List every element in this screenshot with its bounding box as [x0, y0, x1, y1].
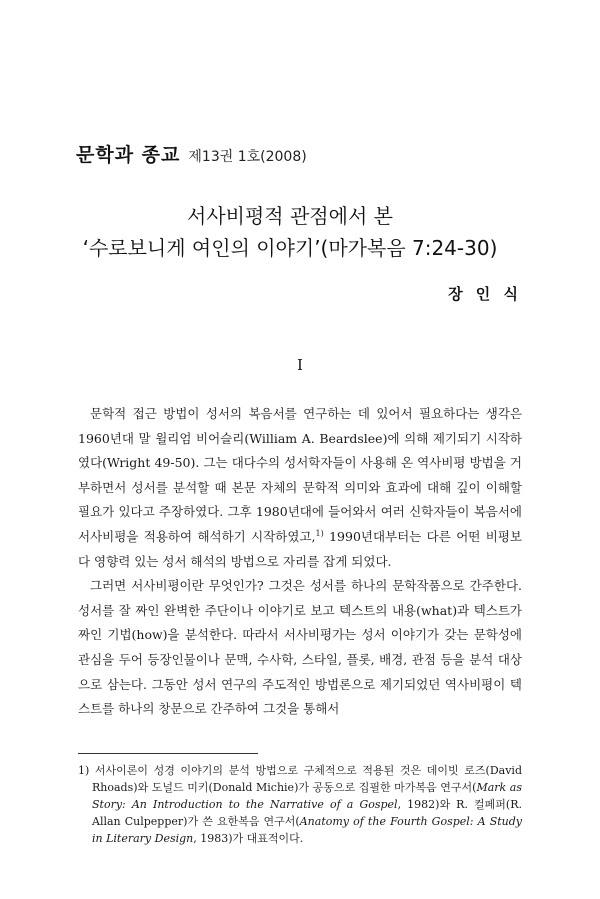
paragraph-1-text: 문학적 접근 방법이 성서의 복음서를 연구하는 데 있어서 필요하다는 생각은 1960년대 말 윌리엄 비어슬리(William A. Beardslee)에 의해 제기되기 시작하였다(Wright 49-50). 그는 대다수의 성서학자들이 사용해 온 역사비평 방법을 거부하면서 성서를 분석할 때 본문 자체의 문학적 의미와 효과에 대해 깊이 이해할 필요가 있다고 주장하였다. 그후 1980년대에 들어와서 여러 신학자들이 복음서에 서사비평을 적용하여 해석하기 시작하였고,	[78, 406, 522, 544]
author-name: 장 인 식	[448, 285, 522, 303]
footnote-number: 1)	[78, 764, 90, 777]
journal-issue: 제13권 1호(2008)	[188, 149, 307, 165]
body-text	[78, 402, 522, 722]
paragraph-1	[78, 402, 522, 574]
footnote	[78, 762, 522, 847]
paragraph-1-end: 1990년대부터는 다른 어떤 비평보다 영향력 있는 성서 해석의 방법으로 자리를 잡게 되었다.	[78, 528, 522, 569]
footnote-book-title-1: Mark as Story: An Introduction to the Narrative of a Gospel	[92, 781, 523, 811]
footnote-divider	[78, 753, 258, 754]
footnote-text-b: , 1982)와 R. 컬페퍼(R. Allan Culpepper)가 쓴 요한복음 연구서(	[92, 798, 523, 828]
footnote-text-a: 서사이론이 성경 이야기의 분석 방법으로 구체적으로 적용된 것은 데이빗 로즈(David Rhoads)와 도널드 미키(Donald Michie)가 공동으로 집필한 마가복음 연구서(	[92, 764, 522, 794]
footnote-text-c: , 1983)가 대표적이다.	[193, 832, 304, 845]
article-title-line1: 서사비평적 관점에서 본	[187, 204, 393, 228]
article-title-line2: ‘수로보니게 여인의 이야기’(마가복음 7:24-30)	[82, 236, 498, 260]
journal-name: 문학과 종교	[76, 144, 181, 166]
section-heading: I	[297, 356, 303, 374]
paragraph-2: 그러면 서사비평이란 무엇인가? 그것은 성서를 하나의 문학작품으로 간주한다. 성서를 잘 짜인 완벽한 주단이나 이야기로 보고 텍스트의 내용(what)과 텍스트가 짜인 기법(how)을 분석한다. 따라서 서사비평가는 성서 이야기가 갖는 문학성에 관심을 두어 등장인물이나 문맥, 수사학, 스타일, 플롯, 배경, 관점 등을 분석 대상으로 삼는다. 그동안 성서 연구의 주도적인 방법론으로 제기되었던 역사비평이 텍스트를 하나의 창문으로 간주하여 그것을 통해서	[78, 578, 522, 717]
journal-header	[76, 140, 307, 167]
footnote-marker[interactable]: 1)	[315, 528, 324, 538]
footnote-book-title-2: Anatomy of the Fourth Gospel: A Study in Literary Design	[92, 815, 522, 845]
